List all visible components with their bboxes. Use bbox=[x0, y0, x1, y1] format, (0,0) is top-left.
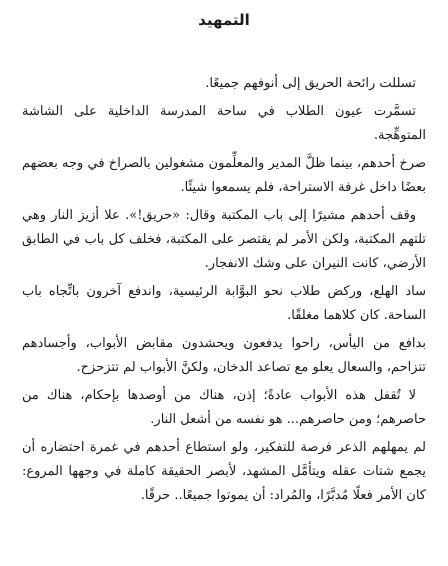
chapter-body bbox=[22, 72, 426, 512]
chapter-title: التمهيد bbox=[198, 11, 250, 29]
paragraph: صرخ أحدهم، بينما ظلَّ المدير والمعلِّمون مشغولين بالصراخ في وجه بعضهم بعضًا داخل غرفة الاستراحة، فلم يسمعوا شيئًا. bbox=[22, 156, 426, 195]
paragraph: لم يمهلهم الذعر فرصة للتفكير، ولو استطاع أحدهم في غمرة احتضاره أن يجمع شتات عقله ويتأمَّل المشهد، لأبصر الحقيقة كاملة في وجهها المروع: كان الأمر فعلًا مُدبَّرًا، والمُراد: أن يموتوا جميعًا.. حرقًا. bbox=[22, 440, 426, 503]
paragraph: تسمَّرت عيون الطلاب في ساحة المدرسة الداخلية على الشاشة المتوهِّجة. bbox=[22, 104, 426, 143]
paragraph: وقف أحدهم مشيرًا إلى باب المكتبة وقال: «حريق!». علا أزيز النار وهي تلتهم المكتبة، ولكن الأمر لم يقتصر على المكتبة، فخلف كل باب في الطابق الأرضي، كانت النيران على وشك الانفجار. bbox=[22, 208, 426, 271]
paragraph: لا تُقفل هذه الأبواب عادةً؛ إذن، هناك من أوصدها بإحكام، هناك من حاصرهم؛ ومن حاصرهم... هو نفسه من أشعل النار. bbox=[22, 388, 426, 427]
paragraph: تسللت رائحة الحريق إلى أنوفهم جميعًا. bbox=[205, 76, 416, 91]
paragraph: بدافع من اليأس، راحوا يدفعون ويحشدون مقابض الأبواب، وأجسادهم تتزاحم، والسعال يعلو مع تصاعد الدخان، ولكنَّ الأبواب لم تتزحزح. bbox=[22, 336, 426, 375]
paragraph: ساد الهلع، وركض طلاب نحو البوَّابة الرئيسية، واندفع آخرون باتِّجاه باب الساحة. كان كلاهما مغلقًا. bbox=[22, 284, 426, 323]
